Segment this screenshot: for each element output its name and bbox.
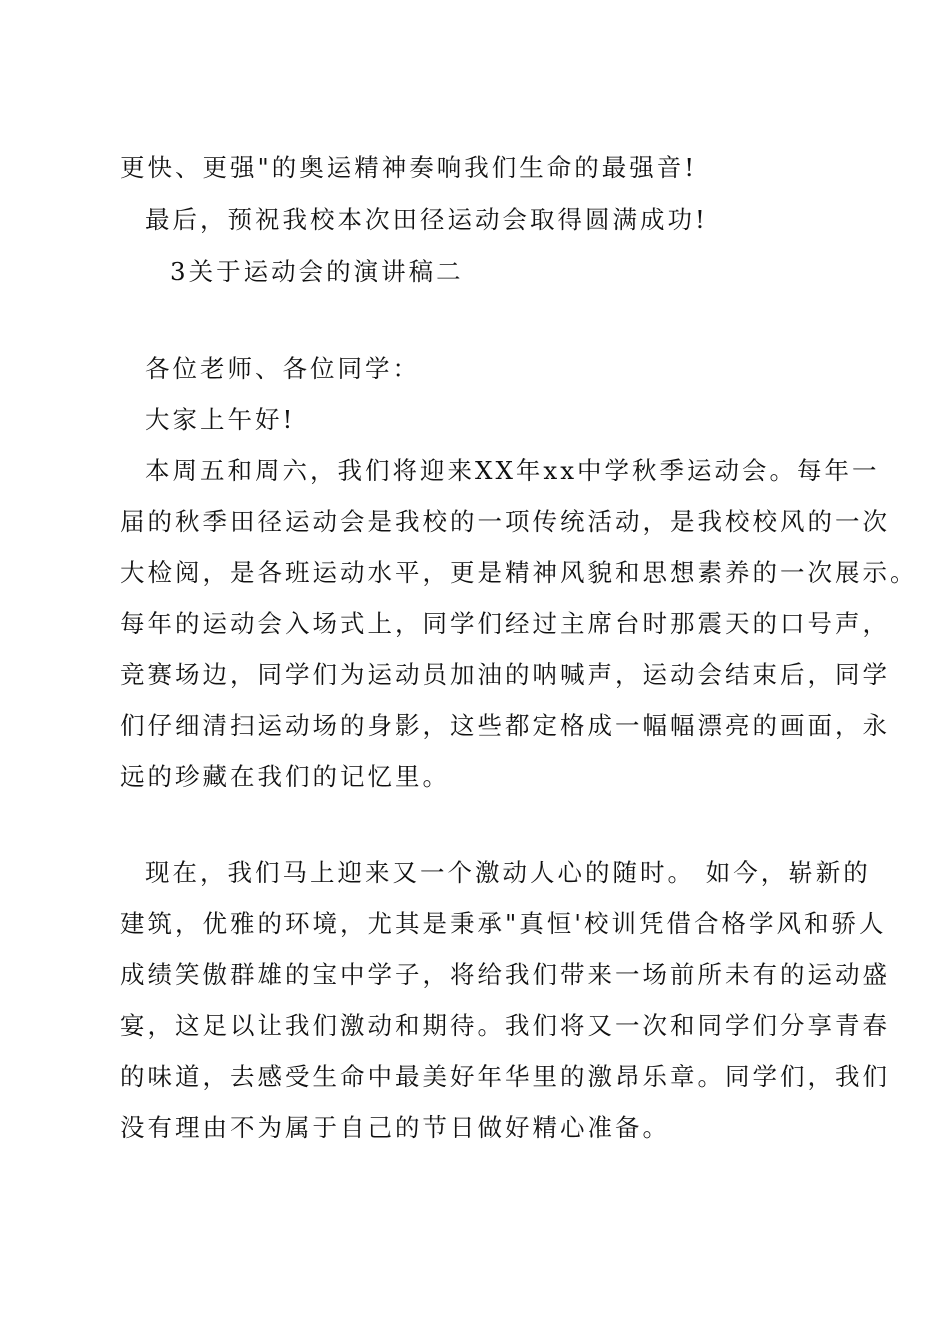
greeting: 大家上午好!	[145, 405, 296, 434]
section-heading: 3关于运动会的演讲稿二	[170, 257, 464, 286]
text-line: 远的珍藏在我们的记忆里。	[120, 762, 450, 791]
text-line: 大检阅，是各班运动水平，更是精神风貌和思想素养的一次展示。	[120, 558, 918, 587]
text-line: 每年的运动会入场式上，同学们经过主席台时那震天的口号声，	[120, 609, 890, 638]
salutation: 各位老师、各位同学：	[145, 354, 420, 383]
text-line: 成绩笑傲群雄的宝中学子，将给我们带来一场前所未有的运动盛	[120, 960, 890, 989]
text-line: 的味道，去感受生命中最美好年华里的激昂乐章。同学们，我们	[120, 1062, 890, 1091]
text-line: 现在，我们马上迎来又一个激动人心的随时。 如今，崭新的	[145, 858, 871, 887]
text-line: 没有理由不为属于自己的节日做好精心准备。	[120, 1113, 670, 1142]
text-line: 最后，预祝我校本次田径运动会取得圆满成功!	[145, 205, 708, 234]
text-line: 们仔细清扫运动场的身影，这些都定格成一幅幅漂亮的画面，永	[120, 711, 890, 740]
text-line: 届的秋季田径运动会是我校的一项传统活动，是我校校风的一次	[120, 507, 890, 536]
text-line: 更快、更强"的奥运精神奏响我们生命的最强音!	[120, 153, 698, 182]
text-line: 本周五和周六，我们将迎来XX年xx中学秋季运动会。每年一	[145, 456, 880, 485]
text-line: 建筑，优雅的环境，尤其是秉承"真恒'校训凭借合格学风和骄人	[120, 909, 887, 938]
text-line: 竞赛场边，同学们为运动员加油的呐喊声，运动会结束后，同学	[120, 660, 890, 689]
text-line: 宴，这足以让我们激动和期待。我们将又一次和同学们分享青春	[120, 1011, 890, 1040]
